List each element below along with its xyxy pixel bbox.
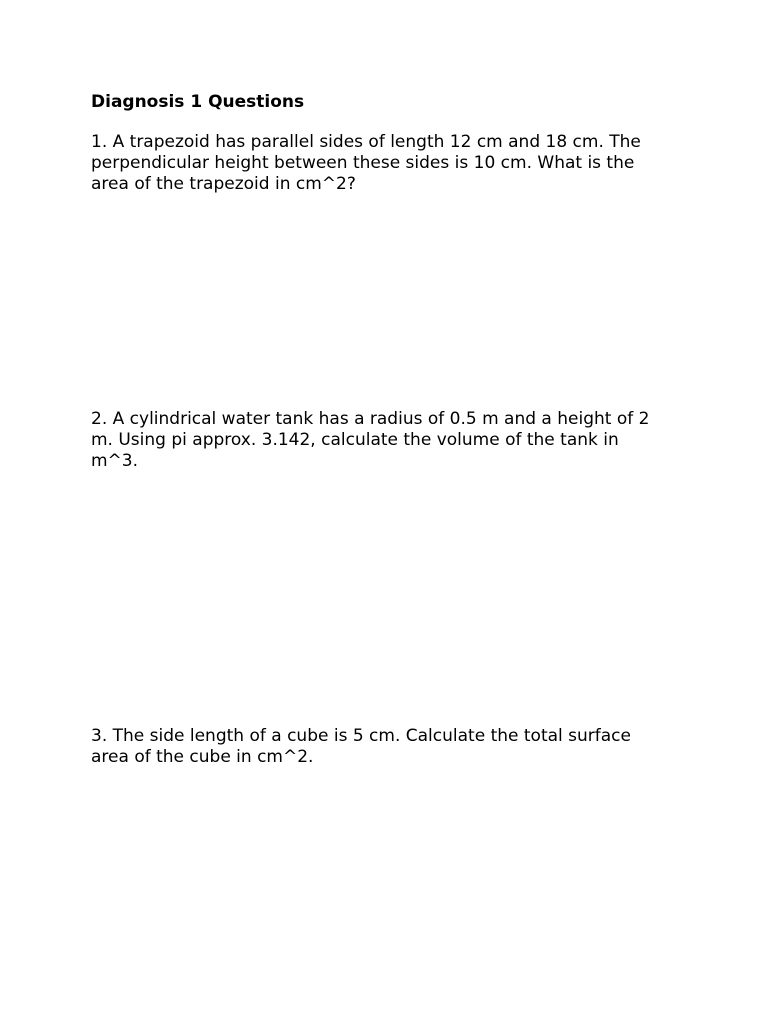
question-1-line-2: perpendicular height between these sides is 10 cm. What is the <box>91 153 635 173</box>
question-2 <box>91 409 681 472</box>
page-title: Diagnosis 1 Questions <box>91 92 305 112</box>
question-1 <box>91 132 681 195</box>
question-2-line-1: 2. A cylindrical water tank has a radius of 0.5 m and a height of 2 <box>91 409 650 429</box>
question-1-line-1: 1. A trapezoid has parallel sides of length 12 cm and 18 cm. The <box>91 132 641 152</box>
question-3-line-1: 3. The side length of a cube is 5 cm. Calculate the total surface <box>91 726 631 746</box>
question-1-line-3: area of the trapezoid in cm^2? <box>91 174 356 194</box>
question-2-line-3: m^3. <box>91 451 139 471</box>
question-2-line-2: m. Using pi approx. 3.142, calculate the volume of the tank in <box>91 430 619 450</box>
question-3 <box>91 726 681 768</box>
question-3-line-2: area of the cube in cm^2. <box>91 747 314 767</box>
